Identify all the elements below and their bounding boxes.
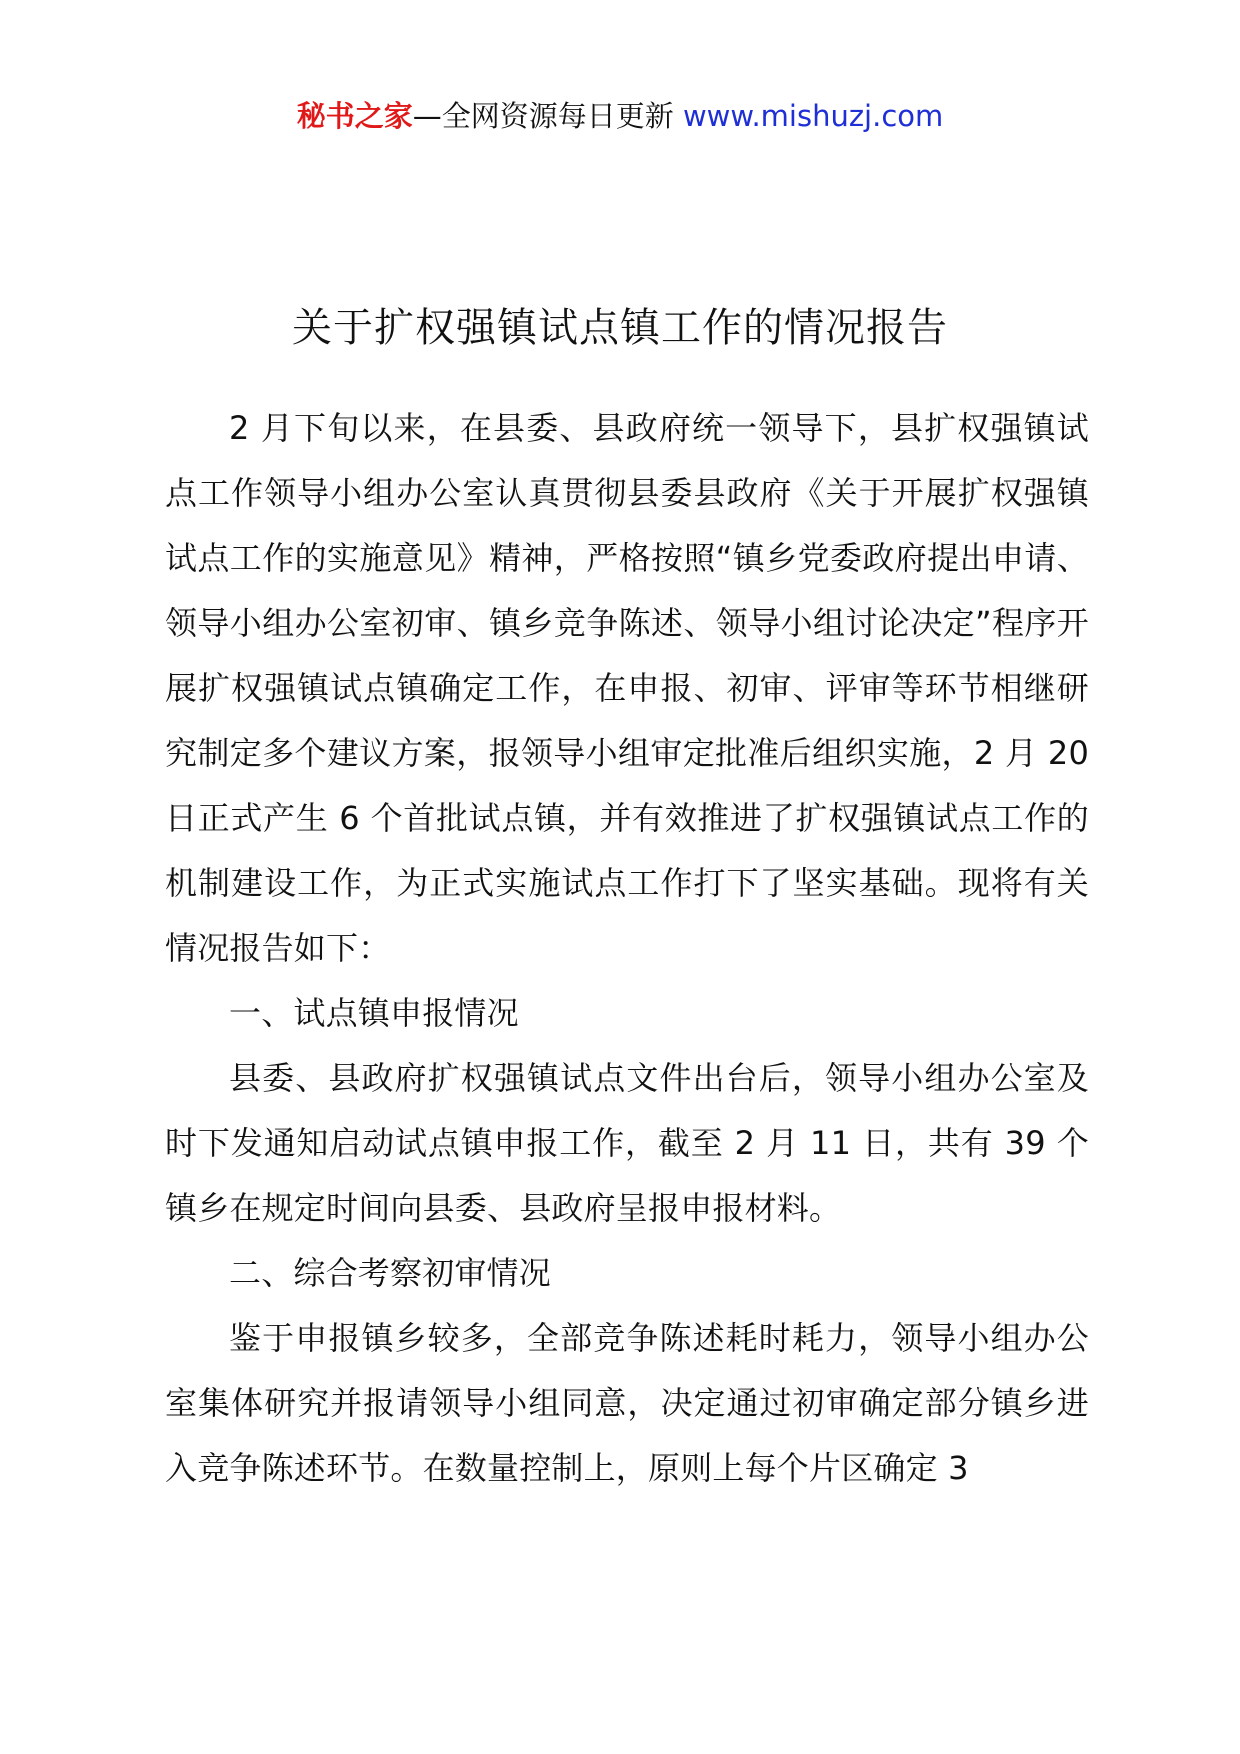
header-url-link[interactable]: www.mishuzj.com bbox=[682, 99, 944, 133]
site-header bbox=[0, 96, 1240, 136]
section-heading-1: 一、试点镇申报情况 bbox=[229, 994, 519, 1032]
header-brand: 秘书之家 bbox=[296, 99, 413, 133]
header-tagline: —全网资源每日更新 bbox=[412, 99, 683, 133]
document-title: 关于扩权强镇试点镇工作的情况报告 bbox=[292, 305, 948, 351]
paragraph-section-1: 县委、县政府扩权强镇试点文件出台后，领导小组办公室及时下发通知启动试点镇申报工作，截至 2 月 11 日，共有 39 个镇乡在规定时间向县委、县政府呈报申报材料。 bbox=[165, 1059, 1089, 1227]
document-body bbox=[165, 396, 1089, 1501]
paragraph-section-2: 鉴于申报镇乡较多，全部竞争陈述耗时耗力，领导小组办公室集体研究并报请领导小组同意，决定通过初审确定部分镇乡进入竞争陈述环节。在数量控制上，原则上每个片区确定 3 bbox=[165, 1319, 1089, 1487]
section-heading-2: 二、综合考察初审情况 bbox=[229, 1254, 552, 1292]
paragraph-intro: 2 月下旬以来，在县委、县政府统一领导下，县扩权强镇试点工作领导小组办公室认真贯彻县委县政府《关于开展扩权强镇试点工作的实施意见》精神，严格按照“镇乡党委政府提出申请、领导小组办公室初审、镇乡竞争陈述、领导小组讨论决定”程序开展扩权强镇试点镇确定工作，在申报、初审、评审等环节相继研究制定多个建议方案，报领导小组审定批准后组织实施，2 月 20 日正式产生 6 个首批试点镇，并有效推进了扩权强镇试点工作的机制建设工作，为正式实施试点工作打下了坚实基础。现将有关情况报告如下： bbox=[165, 409, 1089, 967]
